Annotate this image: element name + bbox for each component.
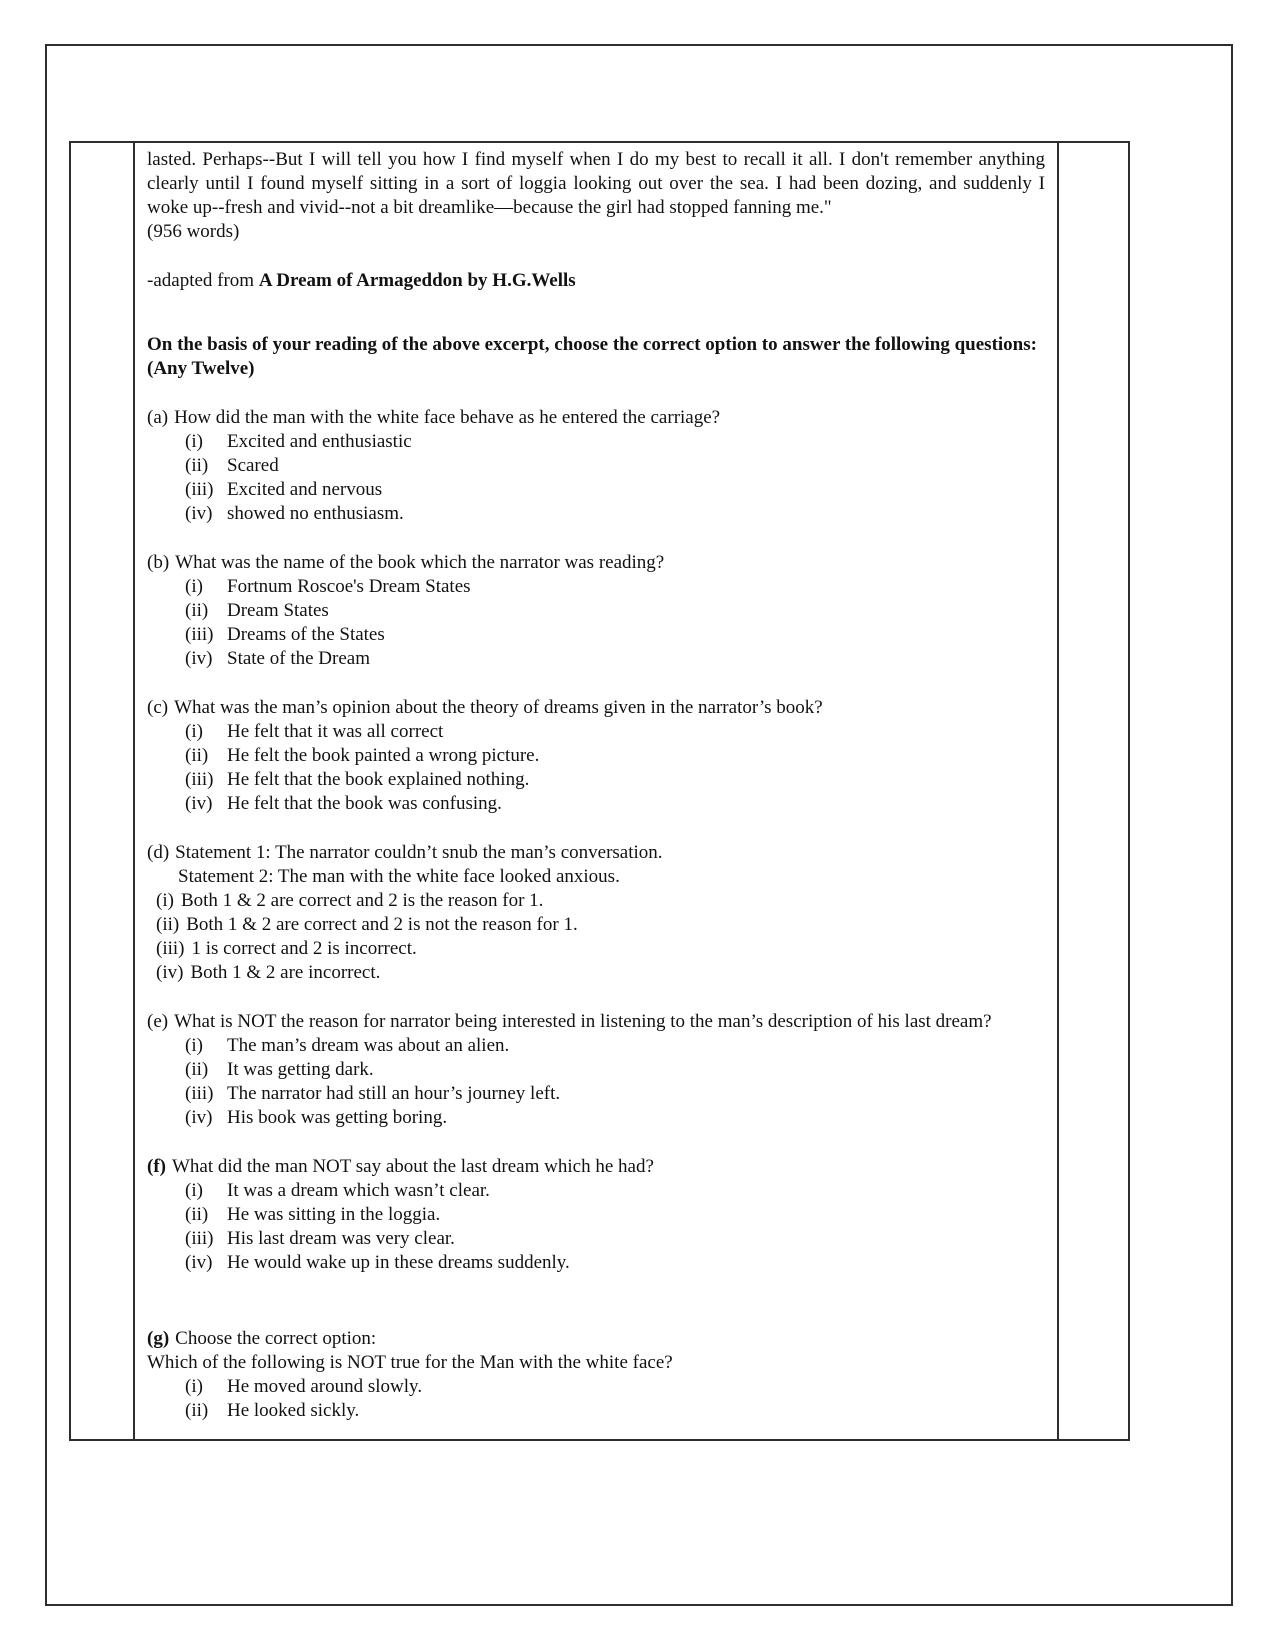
option-row [185,1058,1045,1082]
option-number: (ii) [185,455,209,476]
option-text: He was sitting in the loggia. [227,1204,441,1225]
option-row [185,1203,1045,1227]
attribution-prefix: -adapted from [147,270,259,291]
question-text: How did the man with the white face behave as he entered the carriage? [174,407,721,428]
option-number: (ii) [185,1059,209,1080]
excerpt-paragraph: lasted. Perhaps--But I will tell you how I find myself when I do my best to recall it all. I don't remember anything clearly until I found myself sitting in a sort of loggia looking out over the sea. I had been dozing, and suddenly I woke up--fresh and vivid--not a bit dreamlike—because the girl had stopped fanning me." [147,149,1045,218]
option-number: (iii) [185,769,214,790]
option-number: (i) [185,431,203,452]
option-row [185,502,1045,526]
option-row [185,430,1045,454]
option-row [185,1375,1045,1399]
option-number: (iv) [185,648,213,669]
option-row [185,768,1045,792]
option-number: (iv) [156,962,184,983]
question-text: What is NOT the reason for narrator being interested in listening to the man’s description of his last dream? [174,1011,992,1032]
option-number: (i) [185,1376,203,1397]
question-label: (b) [147,552,170,573]
question-line-2: Which of the following is NOT true for the Man with the white face? [147,1352,673,1373]
option-text: Excited and enthusiastic [227,431,412,452]
option-number: (iv) [185,793,213,814]
option-text: State of the Dream [227,648,370,669]
option-number: (i) [185,576,203,597]
question-line [147,1155,1045,1179]
option-text: It was getting dark. [227,1059,374,1080]
option-text: He looked sickly. [227,1400,360,1421]
options-list [147,889,1045,985]
question-d [147,841,1045,985]
option-text: He moved around slowly. [227,1376,423,1397]
question-label: (a) [147,407,169,428]
option-number: (ii) [185,1400,209,1421]
option-row [185,1179,1045,1203]
option-text: Both 1 & 2 are correct and 2 is the reason for 1. [180,890,544,911]
option-text: Scared [227,455,279,476]
option-row [185,1227,1045,1251]
question-line [147,1327,1045,1351]
question-g [147,1327,1045,1423]
word-count: (956 words) [147,221,240,242]
option-text: Both 1 & 2 are incorrect. [190,962,381,983]
option-row [185,623,1045,647]
option-text: showed no enthusiasm. [227,503,404,524]
instruction-text: On the basis of your reading of the above excerpt, choose the correct option to answer the following questions: (Any Twelve) [147,334,1037,379]
option-number: (ii) [156,914,180,935]
question-line [147,1010,1045,1034]
page-border [45,44,1233,1606]
option-number: (iii) [185,1228,214,1249]
option-row [185,478,1045,502]
question-line [147,551,1045,575]
option-number: (iii) [185,624,214,645]
option-row [156,913,1045,937]
option-text: He would wake up in these dreams suddenly. [227,1252,570,1273]
option-row [185,575,1045,599]
option-row [185,454,1045,478]
question-b [147,551,1045,671]
option-text: His last dream was very clear. [227,1228,455,1249]
question-text: What was the name of the book which the narrator was reading? [175,552,665,573]
option-number: (iv) [185,1252,213,1273]
option-row [156,889,1045,913]
question-a [147,406,1045,526]
option-text: He felt that the book was confusing. [227,793,502,814]
attribution-line [147,269,1045,293]
question-f [147,1155,1045,1275]
option-row [185,1082,1045,1106]
option-row [185,647,1045,671]
question-text: Choose the correct option: [175,1328,377,1349]
option-number: (iv) [185,503,213,524]
option-row [185,744,1045,768]
options-list [147,1375,1045,1423]
question-label: (e) [147,1011,169,1032]
option-row [185,1251,1045,1275]
question-line [147,696,1045,720]
option-row [156,961,1045,985]
options-list [147,575,1045,671]
option-text: The narrator had still an hour’s journey left. [227,1083,561,1104]
option-text: Dream States [227,600,329,621]
option-text: The man’s dream was about an alien. [227,1035,510,1056]
question-text: Statement 1: The narrator couldn’t snub the man’s conversation. [175,842,663,863]
question-e [147,1010,1045,1130]
option-number: (iii) [156,938,185,959]
option-text: He felt that the book explained nothing. [227,769,530,790]
left-margin-column [71,143,135,1439]
option-row [185,1034,1045,1058]
right-margin-column [1057,143,1128,1439]
question-text: What was the man’s opinion about the theory of dreams given in the narrator’s book? [174,697,823,718]
question-line-2: Statement 2: The man with the white face looked anxious. [178,866,620,887]
option-text: 1 is correct and 2 is incorrect. [191,938,417,959]
options-list [147,430,1045,526]
options-list [147,720,1045,816]
option-number: (iii) [185,1083,214,1104]
option-number: (ii) [185,1204,209,1225]
question-c [147,696,1045,816]
question-label: (f) [147,1156,166,1177]
option-number: (i) [185,1035,203,1056]
option-text: Both 1 & 2 are correct and 2 is not the reason for 1. [186,914,578,935]
option-row [156,937,1045,961]
question-line [147,406,1045,430]
question-label: (g) [147,1328,170,1349]
option-row [185,1399,1045,1423]
option-text: Fortnum Roscoe's Dream States [227,576,471,597]
option-number: (iii) [185,479,214,500]
option-row [185,599,1045,623]
option-number: (ii) [185,745,209,766]
options-list [147,1034,1045,1130]
option-row [185,720,1045,744]
options-list [147,1179,1045,1275]
option-number: (i) [185,721,203,742]
option-text: He felt the book painted a wrong picture. [227,745,540,766]
option-text: He felt that it was all correct [227,721,444,742]
question-line [147,841,1045,865]
option-text: It was a dream which wasn’t clear. [227,1180,490,1201]
exam-table [69,141,1130,1441]
question-text: What did the man NOT say about the last dream which he had? [171,1156,654,1177]
question-label: (c) [147,697,169,718]
option-text: Dreams of the States [227,624,385,645]
option-row [185,792,1045,816]
question-label: (d) [147,842,170,863]
option-number: (i) [185,1180,203,1201]
option-number: (i) [156,890,174,911]
option-number: (iv) [185,1107,213,1128]
option-text: Excited and nervous [227,479,383,500]
content-column [135,143,1057,1439]
option-number: (ii) [185,600,209,621]
option-row [185,1106,1045,1130]
attribution-title: A Dream of Armageddon by H.G.Wells [258,270,576,291]
option-text: His book was getting boring. [227,1107,448,1128]
